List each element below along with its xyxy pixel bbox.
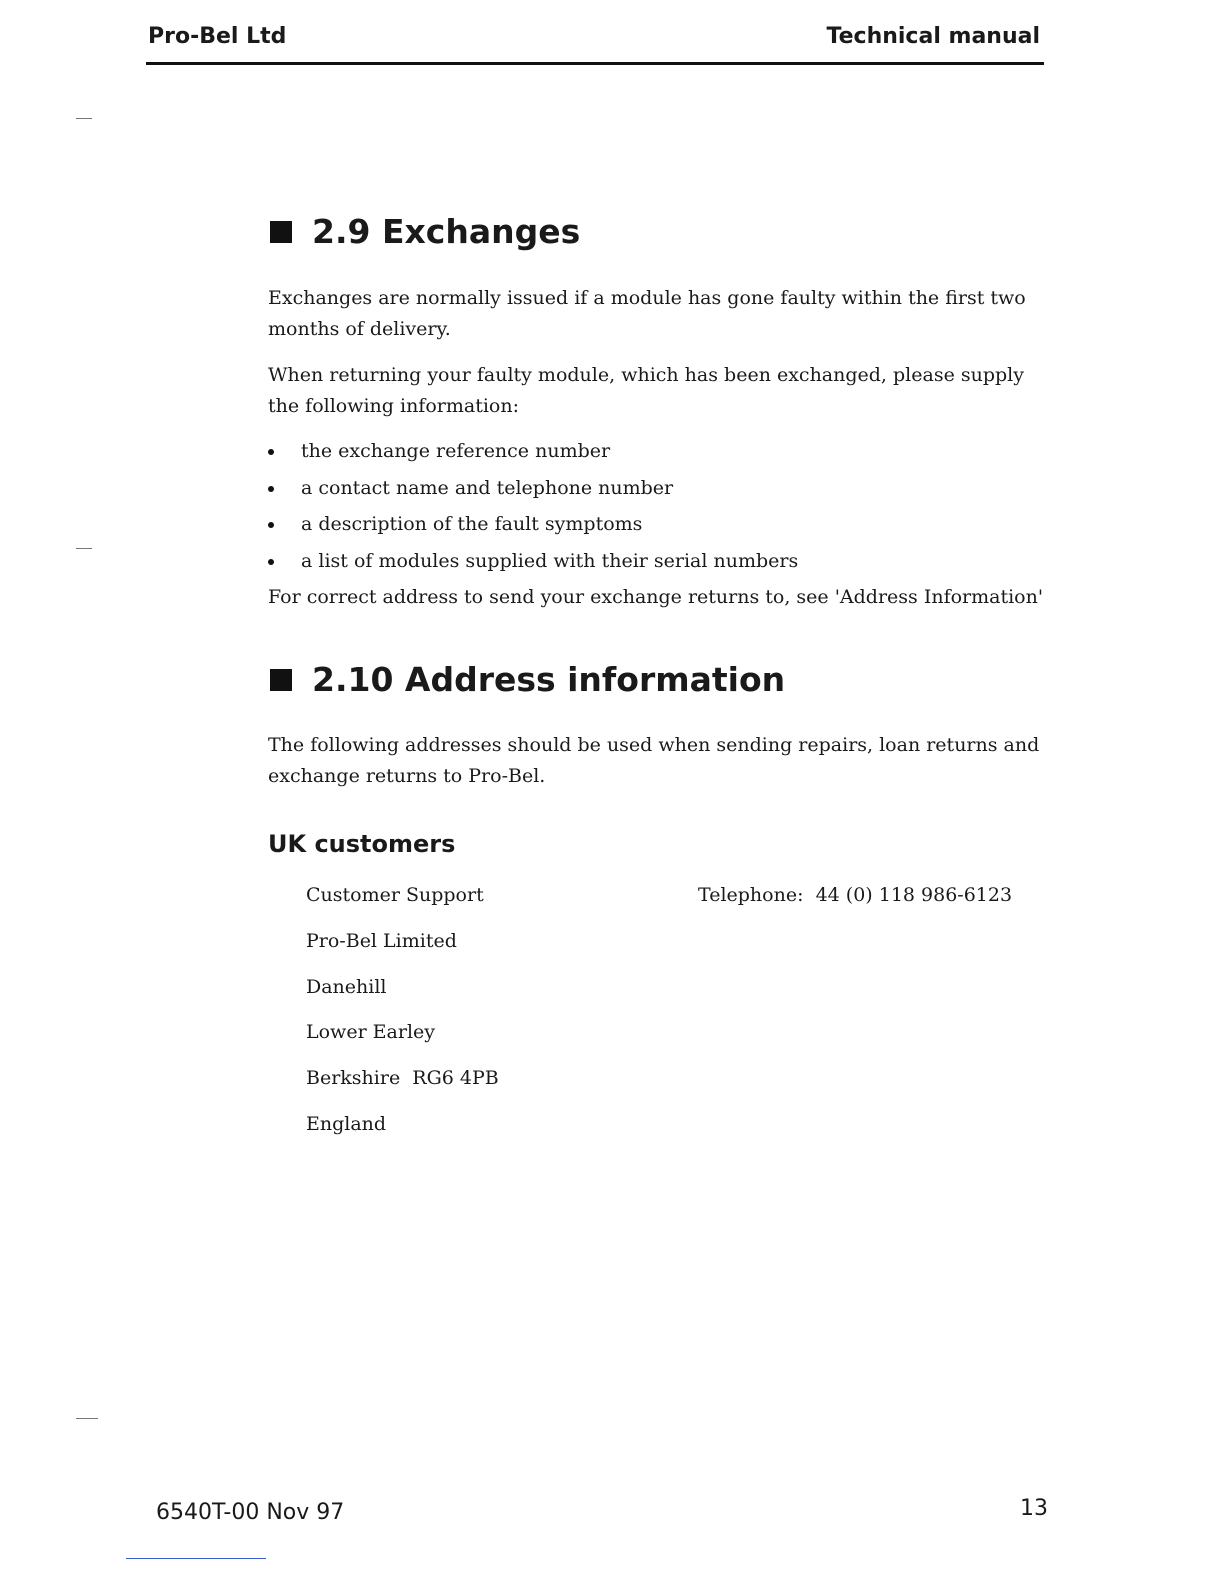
- exchange-info-list: [268, 436, 798, 582]
- address-line: Lower Earley: [306, 1021, 436, 1044]
- header-document-type: Technical manual: [826, 24, 1040, 49]
- address-line: Customer Support: [306, 884, 484, 906]
- exchanges-paragraph-1: Exchanges are normally issued if a module has gone faulty within the first two months of delivery.: [268, 287, 1026, 340]
- scan-mark: [76, 548, 92, 549]
- uk-address-block: [306, 880, 499, 1155]
- section-heading-exchanges: [270, 212, 580, 251]
- address-paragraph: The following addresses should be used when sending repairs, loan returns and exchange returns to Pro-Bel.: [268, 734, 1040, 787]
- list-item: [268, 473, 798, 510]
- scan-mark: [76, 1418, 98, 1419]
- list-item-text: a list of modules supplied with their serial numbers: [301, 549, 799, 572]
- address-line: Pro-Bel Limited: [306, 929, 457, 952]
- scan-mark: [76, 118, 92, 119]
- address-line: England: [306, 1112, 387, 1135]
- header-company: Pro-Bel Ltd: [148, 24, 287, 49]
- address-line: Berkshire RG6 4PB: [306, 1067, 499, 1090]
- section-title: 2.10 Address information: [312, 660, 786, 699]
- bullet-icon: [268, 486, 274, 492]
- exchanges-paragraph-3: For correct address to send your exchange returns to, see 'Address Information': [268, 586, 1044, 608]
- list-item: [268, 509, 798, 546]
- bullet-icon: [268, 449, 274, 455]
- uk-customers-heading: UK customers: [268, 830, 456, 858]
- address-line: Danehill: [306, 975, 387, 998]
- header-rule: [146, 62, 1044, 65]
- footer-rule: [126, 1558, 266, 1559]
- section-title: 2.9 Exchanges: [312, 212, 581, 251]
- uk-telephone: Telephone: 44 (0) 118 986-6123: [698, 884, 1013, 906]
- list-item-text: a contact name and telephone number: [301, 476, 674, 499]
- list-item: [268, 546, 798, 583]
- bullet-icon: [268, 559, 274, 565]
- page-number: 13: [1020, 1496, 1048, 1521]
- square-bullet-icon: [270, 221, 292, 243]
- exchanges-paragraph-2: When returning your faulty module, which has been exchanged, please supply the following information:: [268, 364, 1024, 417]
- square-bullet-icon: [270, 669, 292, 691]
- footer-doc-ref: 6540T-00 Nov 97: [156, 1500, 345, 1525]
- list-item-text: a description of the fault symptoms: [301, 513, 643, 535]
- bullet-icon: [268, 522, 274, 528]
- section-heading-address-information: [270, 660, 785, 699]
- list-item-text: the exchange reference number: [301, 440, 611, 462]
- list-item: [268, 436, 798, 473]
